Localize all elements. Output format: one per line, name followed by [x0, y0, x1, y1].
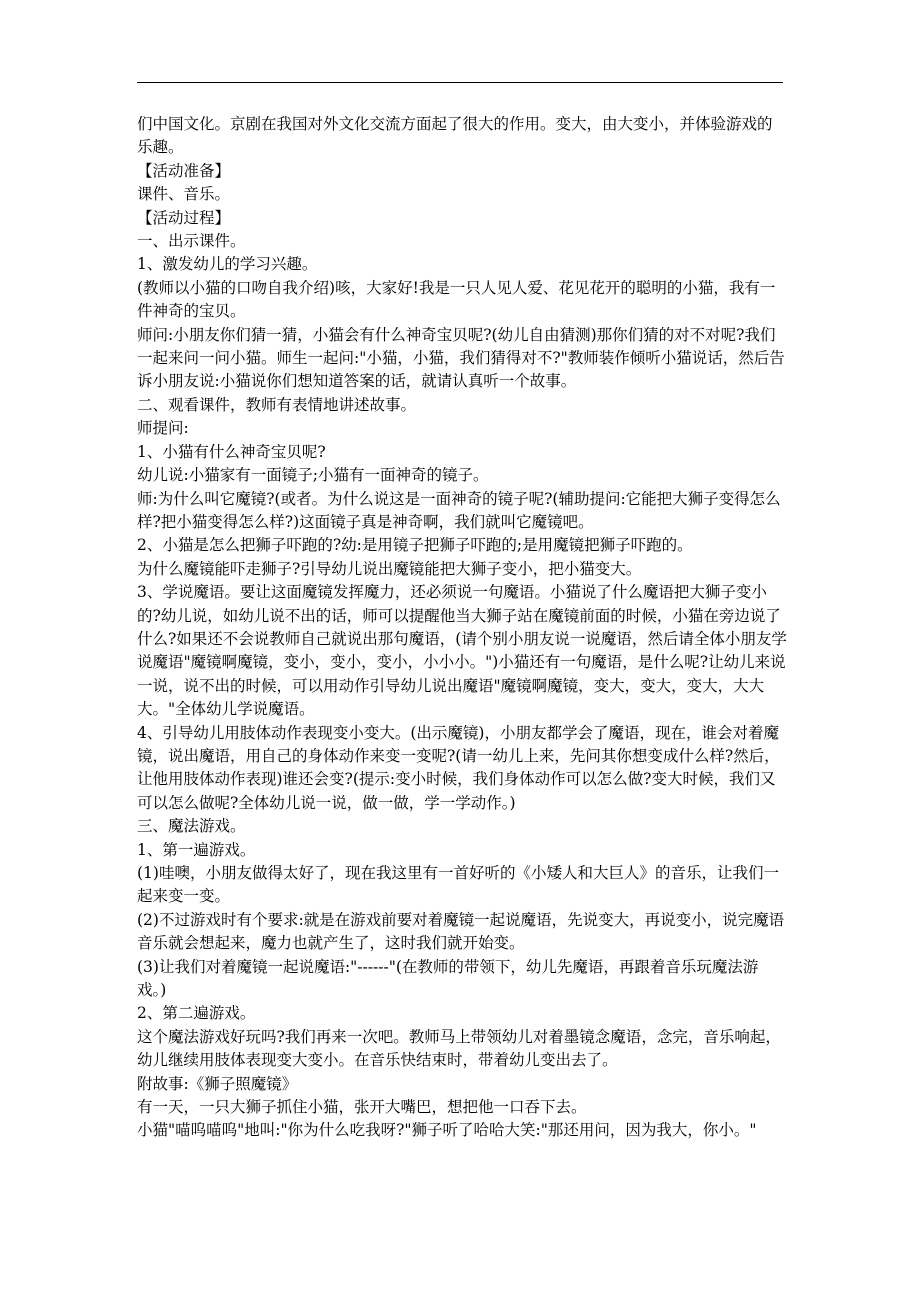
section-heading-preparation: 【活动准备】: [137, 161, 231, 180]
story-title: 附故事:《狮子照魔镜》: [137, 1074, 298, 1093]
paragraph: 2、小猫是怎么把狮子吓跑的?幼:是用镜子把狮子吓跑的;是用魔镜把狮子吓跑的。: [137, 536, 693, 555]
paragraph: 这个魔法游戏好玩吗?我们再来一次吧。教师马上带领幼儿对着墨镜念魔语，念完，音乐响起，幼儿继续用肢体表现变大变小。在音乐快结束时，带着幼儿变出去了。: [137, 1027, 781, 1070]
paragraph: 小猫"喵呜喵呜"地叫:"你为什么吃我呀?"狮子听了哈哈大笑:"那还用问，因为我大，你小。": [137, 1121, 757, 1140]
header-rule: [137, 82, 783, 83]
paragraph: 有一天，一只大狮子抓住小猫，张开大嘴巴，想把他一口吞下去。: [137, 1098, 587, 1117]
step-heading: 三、魔法游戏。: [137, 817, 246, 836]
paragraph: (2)不过游戏时有个要求:就是在游戏前要对着魔镜一起说魔语，先说变大，再说变小，说完魔语音乐就会想起来，魔力也就产生了，这时我们就开始变。: [137, 910, 785, 953]
paragraph: 课件、音乐。: [137, 185, 231, 204]
paragraph: 1、小猫有什么神奇宝贝呢?: [137, 442, 326, 461]
paragraph: 为什么魔镜能吓走狮子?引导幼儿说出魔镜能把大狮子变小，把小猫变大。: [137, 559, 642, 578]
paragraph: 幼儿说:小猫家有一面镜子;小猫有一面神奇的镜子。: [137, 466, 489, 485]
paragraph: (教师以小猫的口吻自我介绍)咳，大家好!我是一只人见人爱、花见花开的聪明的小猫，我有一件神奇的宝贝。: [137, 278, 776, 321]
paragraph: 师问:小朋友你们猜一猜，小猫会有什么神奇宝贝呢?(幼儿自由猜测)那你们猜的对不对呢?我们一起来问一问小猫。师生一起问:"小猫，小猫，我们猜得对不?"教师装作倾听小猫说话，然后告诉小朋友说:小猫说你们想知道答案的话，就请认真听一个故事。: [137, 325, 785, 391]
step-heading: 二、观看课件，教师有表情地讲述故事。: [137, 395, 417, 414]
paragraph: 3、学说魔语。要让这面魔镜发挥魔力，还必须说一句魔语。小猫说了什么魔语把大狮子变小的?幼儿说，如幼儿说不出的话，师可以提醒他当大狮子站在魔镜前面的时候，小猫在旁边说了什么?如果还不会说教师自己就说出那句魔语，(请个别小朋友说一说魔语，然后请全体小朋友学说魔语"魔镜啊魔镜，变小，变小，变小，小小小。")小猫还有一句魔语，是什么呢?让幼儿来说一说，说不出的时候，可以用动作引导幼儿说出魔语"魔镜啊魔镜，变大，变大，变大，大大大。"全体幼儿学说魔语。: [137, 583, 787, 719]
paragraph: 2、第二遍游戏。: [137, 1004, 256, 1023]
paragraph: 师提问:: [137, 419, 189, 438]
paragraph: 1、激发幼儿的学习兴趣。: [137, 255, 318, 274]
paragraph: 4、引导幼儿用肢体动作表现变小变大。(出示魔镜)，小朋友都学会了魔语，现在，谁会对着魔镜，说出魔语，用自己的身体动作来变一变呢?(请一幼儿上来，先问其你想变成什么样?然后，让他用肢体动作表现)谁还会变?(提示:变小时候，我们身体动作可以怎么做?变大时候，我们又可以怎么做呢?全体幼儿说一说，做一做，学一学动作。): [137, 723, 780, 812]
section-heading-process: 【活动过程】: [137, 208, 231, 227]
document-body: [137, 113, 787, 1143]
paragraph: (1)哇噢，小朋友做得太好了，现在我这里有一首好听的《小矮人和大巨人》的音乐，让我们一起来变一变。: [137, 864, 779, 906]
paragraph: 们中国文化。京剧在我国对外文化交流方面起了很大的作用。变大，由大变小，并体验游戏的乐趣。: [137, 115, 773, 157]
paragraph: (3)让我们对着魔镜一起说魔语:"------"(在教师的带领下，幼儿先魔语，再跟着音乐玩魔法游戏。): [137, 957, 759, 1000]
step-heading: 一、出示课件。: [137, 232, 246, 251]
paragraph: 师:为什么叫它魔镜?(或者。为什么说这是一面神奇的镜子呢?(辅助提问:它能把大狮子变得怎么样?把小猫变得怎么样?)这面镜子真是神奇啊，我们就叫它魔镜吧。: [137, 489, 781, 531]
paragraph: 1、第一遍游戏。: [137, 840, 256, 859]
